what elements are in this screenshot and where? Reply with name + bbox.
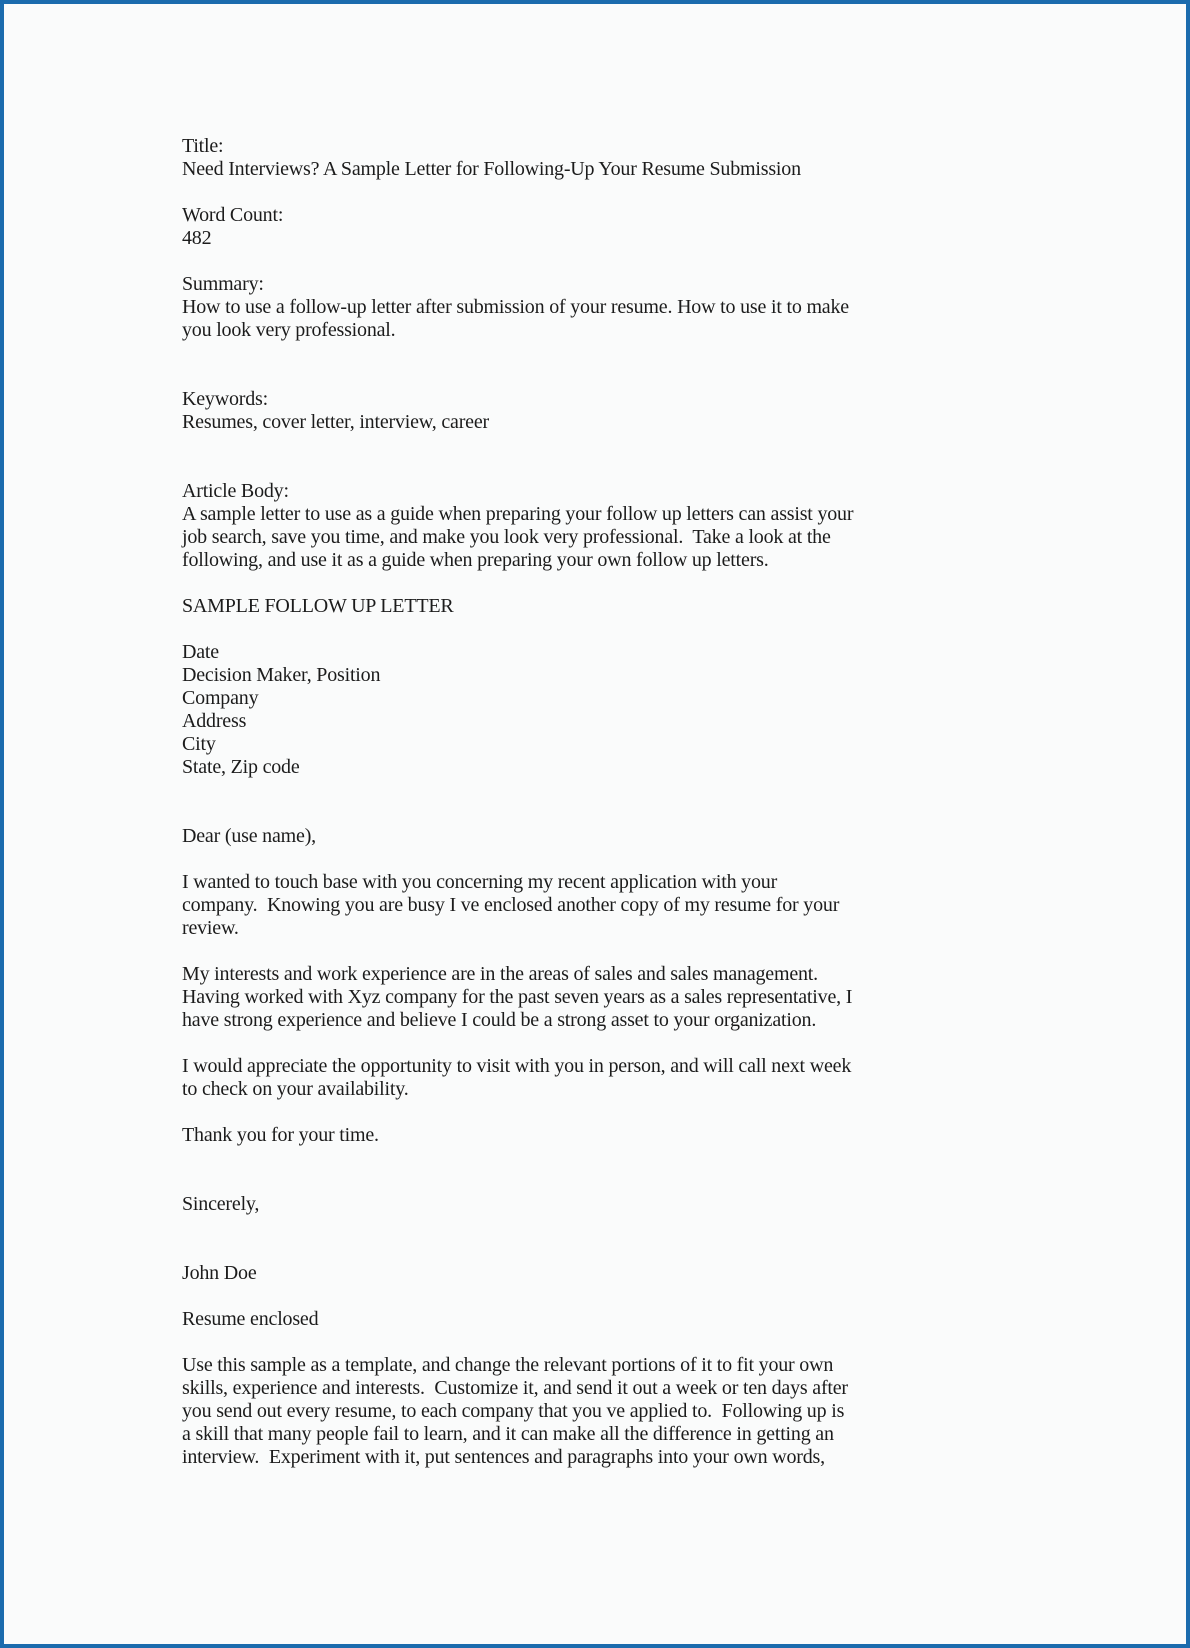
paragraph-experience-line: Having worked with Xyz company for the past seven years as a sales representative, I [182,986,853,1008]
paragraph-advice-line: skills, experience and interests. Customize it, and send it out a week or ten days after [182,1377,848,1399]
paragraph-application-line: company. Knowing you are busy I ve enclosed another copy of my resume for your [182,894,840,916]
paragraph-experience-line: have strong experience and believe I could be a strong asset to your organization. [182,1009,817,1031]
address-block-line: Date [182,641,219,663]
paragraph-advice [182,1354,1146,1469]
enclosure-note-line: Resume enclosed [182,1308,319,1330]
keywords-field-line: Keywords: [182,388,268,410]
document-body [182,135,1146,1469]
article-body-intro [182,480,1146,572]
sample-letter-heading [182,595,1146,618]
paragraph-advice-line: a skill that many people fail to learn, and it can make all the difference in getting an [182,1423,834,1445]
paragraph-advice-line: you send out every resume, to each company that you ve applied to. Following up is [182,1400,845,1422]
paragraph-thanks [182,1124,1146,1147]
paragraph-application [182,871,1146,940]
word-count-field [182,204,1146,250]
address-block [182,641,1146,779]
salutation-line: Dear (use name), [182,825,316,847]
paragraph-opportunity [182,1055,1146,1101]
word-count-field-line: Word Count: [182,204,284,226]
summary-field-line: Summary: [182,273,264,295]
summary-field [182,273,1146,342]
keywords-field [182,388,1146,434]
article-body-intro-line: following, and use it as a guide when preparing your own follow up letters. [182,549,769,571]
address-block-line: Company [182,687,259,709]
summary-field-line: you look very professional. [182,319,396,341]
paragraph-experience [182,963,1146,1032]
paragraph-thanks-line: Thank you for your time. [182,1124,379,1146]
enclosure-note [182,1308,1146,1331]
signature-line: John Doe [182,1262,257,1284]
word-count-field-line: 482 [182,227,212,249]
paragraph-application-line: review. [182,917,239,939]
closing-line: Sincerely, [182,1193,260,1215]
paragraph-opportunity-line: to check on your availability. [182,1078,409,1100]
address-block-line: State, Zip code [182,756,300,778]
paragraph-advice-line: Use this sample as a template, and change the relevant portions of it to fit your own [182,1354,834,1376]
signature [182,1262,1146,1285]
closing [182,1193,1146,1216]
address-block-line: Decision Maker, Position [182,664,381,686]
address-block-line: Address [182,710,247,732]
paragraph-opportunity-line: I would appreciate the opportunity to visit with you in person, and will call next week [182,1055,852,1077]
salutation [182,825,1146,848]
title-field [182,135,1146,181]
sample-letter-heading-line: SAMPLE FOLLOW UP LETTER [182,595,454,617]
article-body-intro-line: job search, save you time, and make you look very professional. Take a look at the [182,526,831,548]
article-body-intro-line: A sample letter to use as a guide when preparing your follow up letters can assist your [182,503,854,525]
paragraph-advice-line: interview. Experiment with it, put sentences and paragraphs into your own words, [182,1446,825,1468]
title-field-line: Title: [182,135,224,157]
article-body-intro-line: Article Body: [182,480,289,502]
paragraph-experience-line: My interests and work experience are in the areas of sales and sales management. [182,963,818,985]
title-field-line: Need Interviews? A Sample Letter for Following-Up Your Resume Submission [182,158,801,180]
address-block-line: City [182,733,216,755]
summary-field-line: How to use a follow-up letter after submission of your resume. How to use it to make [182,296,849,318]
keywords-field-line: Resumes, cover letter, interview, career [182,411,489,433]
paragraph-application-line: I wanted to touch base with you concerning my recent application with your [182,871,778,893]
